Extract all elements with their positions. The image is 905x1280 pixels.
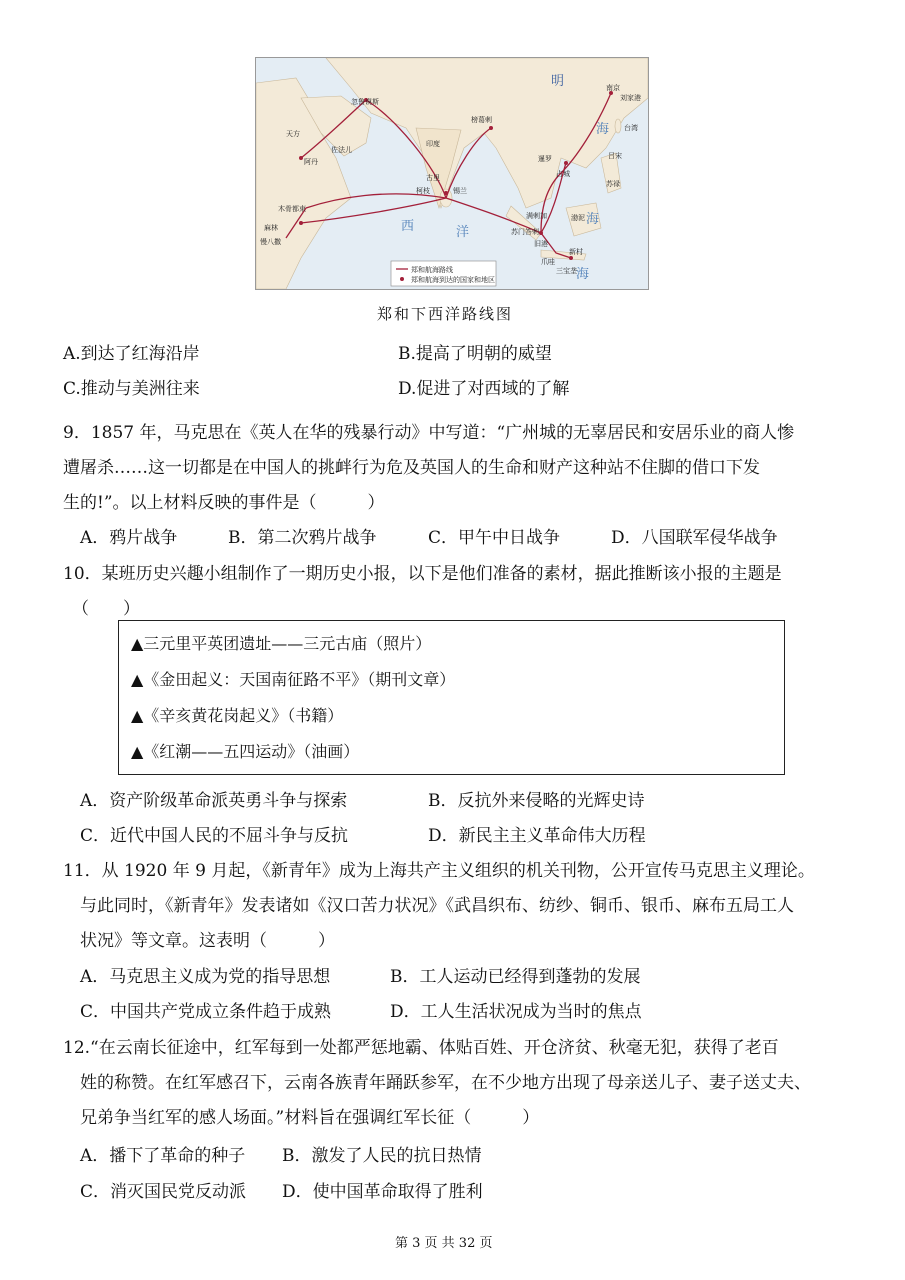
q8-option-a: A.到达了红海沿岸	[63, 344, 200, 364]
port-dot	[489, 126, 493, 130]
place-label: 三宝垄	[556, 267, 577, 275]
map-legend	[391, 261, 496, 286]
place-label: 印度	[426, 140, 440, 148]
port-dot	[569, 256, 573, 260]
q11-stem-line: 状况》等文章。这表明（ ）	[80, 931, 335, 951]
place-label: 新村	[569, 248, 583, 256]
q9-stem-line: 9．1857 年，马克思在《英人在华的残暴行动》中写道：“广州城的无辜居民和安居乐业的商人惨	[63, 423, 795, 443]
q10-option-a: A．资产阶级革命派英勇斗争与探索	[80, 791, 348, 811]
q11-option-b: B．工人运动已经得到蓬勃的发展	[390, 967, 641, 987]
place-label: 刘家港	[620, 94, 641, 102]
place-label: 南京	[606, 84, 620, 92]
sea-label: 海	[576, 267, 590, 282]
material-item: ▲《金田起义：天国南征路不平》（期刊文章）	[131, 670, 456, 689]
q9-option-b: B．第二次鸦片战争	[228, 528, 377, 548]
place-label: 暹罗	[538, 155, 552, 163]
place-label: 爪哇	[541, 258, 555, 266]
q11-option-c: C．中国共产党成立条件趋于成熟	[80, 1002, 332, 1022]
q10-option-c: C．近代中国人民的不屈斗争与反抗	[80, 826, 349, 846]
q11-stem-line: 与此同时，《新青年》发表诸如《汉口苦力状况》《武昌织布、纺纱、铜币、银币、麻布五局工人	[80, 896, 794, 916]
q9-stem-line: 生的!”。以上材料反映的事件是（ ）	[63, 493, 385, 513]
sea-label: 西	[401, 219, 415, 234]
q9-option-c: C．甲午中日战争	[428, 528, 561, 548]
q8-option-b: B.提高了明朝的威望	[398, 344, 552, 364]
q11-option-d: D．工人生活状况成为当时的焦点	[390, 1002, 642, 1022]
port-dot	[444, 191, 448, 195]
q12-option-a: A．播下了革命的种子	[80, 1146, 246, 1166]
place-label: 忽鲁谟斯	[351, 98, 379, 106]
sea-label: 海	[596, 122, 610, 137]
q12-option-d: D．使中国革命取得了胜利	[282, 1182, 483, 1202]
place-label: 锡兰	[453, 187, 467, 195]
sea-label: 海	[586, 212, 600, 227]
port-dot	[564, 161, 568, 165]
route-map	[255, 57, 649, 290]
q8-option-d: D.促进了对西域的了解	[398, 379, 570, 399]
material-item: ▲《红潮——五四运动》（油画）	[131, 742, 360, 761]
q11-stem-line: 11．从 1920 年 9 月起，《新青年》成为上海共产主义组织的机关刊物，公开宣传马克思主义理论。	[63, 861, 815, 881]
q10-stem-line: 10．某班历史兴趣小组制作了一期历史小报，以下是他们准备的素材，据此推断该小报的主题是	[63, 564, 782, 584]
place-label: 吕宋	[608, 152, 622, 160]
material-item: ▲《辛亥黄花岗起义》（书籍）	[131, 706, 344, 725]
q11-option-a: A．马克思主义成为党的指导思想	[80, 967, 331, 987]
ming-label: 明	[551, 74, 565, 89]
place-label: 阿丹	[304, 158, 318, 166]
q9-option-d: D．八国联军侵华战争	[611, 528, 778, 548]
port-dot	[539, 231, 543, 235]
place-label: 苏门答剌	[511, 228, 539, 236]
place-label: 满剌加	[526, 212, 547, 220]
q10-option-d: D．新民主主义革命伟大历程	[428, 826, 646, 846]
sea-label: 洋	[456, 225, 470, 240]
route-map-svg	[256, 58, 648, 289]
page-footer: 第 3 页 共 32 页	[395, 1236, 493, 1251]
place-label: 古里	[426, 174, 440, 182]
legend-dot-swatch	[400, 277, 404, 281]
place-label: 天方	[286, 130, 300, 138]
q10-option-b: B．反抗外来侵略的光辉史诗	[428, 791, 645, 811]
q10-material-box	[118, 620, 785, 775]
place-label: 旧港	[534, 240, 548, 248]
place-label: 柯枝	[416, 187, 430, 195]
q12-stem-line: 兄弟争当红军的感人场面。”材料旨在强调红军长征（ ）	[80, 1108, 540, 1128]
q8-option-c: C.推动与美洲往来	[63, 379, 200, 399]
q12-stem-line: 姓的称赞。在红军感召下，云南各族青年踊跃参军，在不少地方出现了母亲送儿子、妻子送丈夫、	[80, 1073, 811, 1093]
taiwan-land	[615, 119, 621, 133]
q12-option-c: C．消灭国民党反动派	[80, 1182, 247, 1202]
place-label: 慢八撒	[260, 238, 281, 246]
place-label: 木骨都束	[278, 205, 306, 213]
place-label: 麻林	[264, 224, 278, 232]
q9-option-a: A．鸦片战争	[80, 528, 178, 548]
map-caption: 郑和下西洋路线图	[377, 305, 514, 323]
q10-stem-line: （ ）	[72, 599, 140, 619]
q9-stem-line: 遭屠杀……这一切都是在中国人的挑衅行为危及英国人的生命和财产这种站不住脚的借口下发	[63, 458, 760, 478]
place-label: 渤泥	[571, 214, 585, 222]
place-label: 台湾	[624, 124, 638, 132]
q12-option-b: B．激发了人民的抗日热情	[282, 1146, 482, 1166]
place-label: 佐法儿	[331, 146, 352, 154]
place-label: 榜葛剌	[471, 116, 492, 124]
port-dot	[299, 156, 303, 160]
legend-item: 郑和航海路线	[411, 266, 453, 274]
port-dot	[299, 221, 303, 225]
q12-stem-line: 12.“在云南长征途中，红军每到一处都严惩地霸、体贴百姓、开仓济贫、秋毫无犯，获得了老百	[63, 1038, 779, 1058]
place-label: 占城	[556, 170, 570, 178]
legend-item: 郑和航海到达的国家和地区	[411, 276, 495, 284]
place-label: 苏禄	[606, 180, 620, 188]
material-item: ▲三元里平英团遗址——三元古庙（照片）	[131, 634, 432, 653]
